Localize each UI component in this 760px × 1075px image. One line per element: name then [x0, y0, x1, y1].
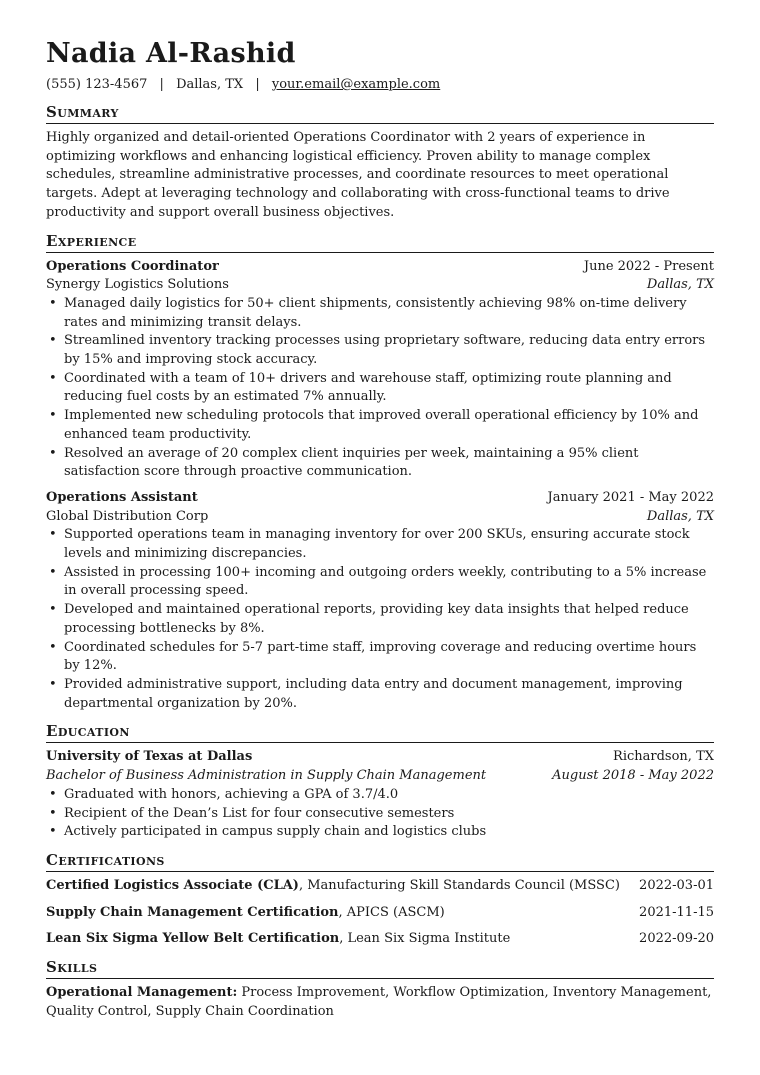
certification-date: 2022-09-20	[639, 931, 714, 947]
certification-name: Supply Chain Management Certification	[46, 904, 339, 920]
job-dates: January 2021 - May 2022	[547, 489, 714, 505]
certification-text	[46, 930, 510, 949]
job-subheader	[46, 508, 714, 527]
job-header	[46, 258, 714, 277]
education-entry	[46, 748, 714, 842]
location: Dallas, TX	[176, 77, 244, 92]
job-header	[46, 489, 714, 508]
job-location: Dallas, TX	[646, 508, 714, 524]
section-title-skills: Skills	[46, 958, 714, 979]
certification-row	[46, 930, 714, 949]
job-title: Operations Coordinator	[46, 258, 219, 274]
bullet-item: • Provided administrative support, including data entry and document management, improving departmental organization by 20%.	[64, 676, 714, 713]
section-title-experience: Experience	[46, 232, 714, 253]
section-title-education: Education	[46, 722, 714, 743]
certification-date: 2021-11-15	[639, 904, 714, 920]
section-title-certifications: Certifications	[46, 851, 714, 872]
bullet-item: • Streamlined inventory tracking processes using proprietary software, reducing data entry errors by 15% and improving stock accuracy.	[64, 332, 714, 369]
bullet-item: • Coordinated with a team of 10+ drivers and warehouse staff, optimizing route planning and reducing fuel costs by an estimated 7% annually.	[64, 370, 714, 407]
bullet-item: • Supported operations team in managing inventory for over 200 SKUs, ensuring accurate stock levels and minimizing discrepancies.	[64, 526, 714, 563]
certification-text	[46, 904, 445, 923]
certification-date: 2022-03-01	[639, 877, 714, 893]
certification-text	[46, 877, 620, 896]
job-bullets	[46, 295, 714, 482]
bullet-item: • Actively participated in campus supply chain and logistics clubs	[64, 823, 714, 842]
experience-entry	[46, 258, 714, 482]
bullet-item: • Implemented new scheduling protocols that improved overall operational efficiency by 10% and enhanced team productivity.	[64, 407, 714, 444]
education-bullets	[46, 786, 714, 842]
school-name: University of Texas at Dallas	[46, 749, 253, 765]
certification-issuer: , Manufacturing Skill Standards Council (MSSC)	[298, 877, 620, 893]
job-location: Dallas, TX	[646, 277, 714, 293]
summary-text: Highly organized and detail-oriented Operations Coordinator with 2 years of experience in optimizing workflows and enhancing logistical efficiency. Proven ability to manage complex schedules, streamline administrative processes, and coordinate resources to meet operational targets. Adept at leveraging technology and collaborating with cross-functional teams to drive productivity and support overall business objectives.	[46, 130, 670, 220]
school-header	[46, 748, 714, 767]
skills-line	[46, 984, 714, 1021]
certification-name: Lean Six Sigma Yellow Belt Certification	[46, 931, 340, 947]
bullet-item: • Managed daily logistics for 50+ client shipments, consistently achieving 98% on-time delivery rates and minimizing transit delays.	[64, 295, 714, 332]
bullet-item: • Developed and maintained operational reports, providing key data insights that helped reduce processing bottlenecks by 8%.	[64, 601, 714, 638]
bullet-item: • Assisted in processing 100+ incoming and outgoing orders weekly, contributing to a 5% increase in overall processing speed.	[64, 564, 714, 601]
education-dates: August 2018 - May 2022	[552, 768, 714, 784]
bullet-item: • Resolved an average of 20 complex client inquiries per week, maintaining a 95% client satisfaction score through proactive communication.	[64, 445, 714, 482]
section-title-summary: Summary	[46, 103, 714, 124]
degree-line	[46, 767, 714, 786]
candidate-name: Nadia Al-Rashid	[46, 38, 296, 69]
job-subheader	[46, 276, 714, 295]
job-dates: June 2022 - Present	[583, 258, 714, 274]
bullet-item: • Graduated with honors, achieving a GPA of 3.7/4.0	[64, 786, 714, 805]
company-name: Global Distribution Corp	[46, 508, 209, 524]
certification-name: Certified Logistics Associate (CLA)	[46, 877, 299, 893]
skills-list: Process Improvement, Workflow Optimization, Inventory Management, Quality Control, Supply Chain Coordination	[46, 985, 712, 1019]
contact-separator: |	[255, 77, 260, 92]
phone-number: (555) 123-4567	[46, 77, 148, 92]
experience-entry	[46, 489, 714, 713]
bullet-item: • Coordinated schedules for 5-7 part-time staff, improving coverage and reducing overtime hours by 12%.	[64, 639, 714, 676]
contact-line	[46, 76, 714, 94]
certification-row	[46, 904, 714, 923]
company-name: Synergy Logistics Solutions	[46, 277, 229, 293]
email-link[interactable]: your.email@example.com	[271, 77, 441, 92]
certification-row	[46, 877, 714, 896]
certification-issuer: , Lean Six Sigma Institute	[339, 931, 511, 947]
bullet-item: • Recipient of the Dean’s List for four consecutive semesters	[64, 805, 714, 824]
job-title: Operations Assistant	[46, 489, 198, 505]
certification-issuer: , APICS (ASCM)	[338, 904, 445, 920]
degree-name: Bachelor of Business Administration in Supply Chain Management	[46, 768, 487, 784]
job-bullets	[46, 526, 714, 713]
school-location: Richardson, TX	[613, 749, 714, 765]
contact-separator: |	[159, 77, 164, 92]
skills-category: Operational Management:	[46, 985, 238, 1001]
